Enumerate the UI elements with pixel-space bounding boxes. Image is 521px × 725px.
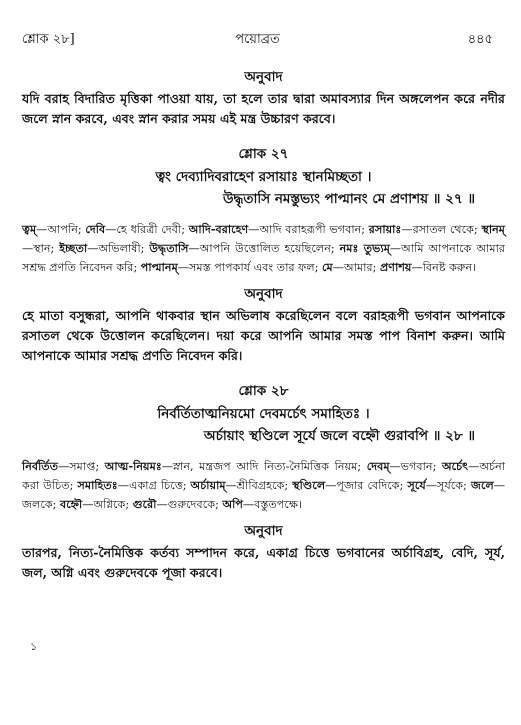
header-verse-ref: শ্লোক ২৮]: [22, 32, 75, 47]
translation-text: হে মাতা বসুন্ধরা, আপনি থাকবার স্থান অভিলাষ করেছিলেন বলে বরাহরূপী ভগবান আপনাকে রসাতল থেকে উত্তোলন করেছিলেন। দয়া করে আপনি আমার সমস্ত পাপ বিনাশ করুন। আমি আপনাকে আমার সশ্রদ্ধ প্রণতি নিবেদন করি।: [22, 308, 505, 363]
synonym-meaning: —আমার;: [332, 261, 380, 274]
synonym-term: প্রণাশয়: [379, 260, 412, 274]
synonym-term: ত্বম্: [22, 222, 37, 236]
synonym-meaning: —গুরুদেবকে;: [156, 498, 223, 511]
synonym-term: সমাহিতঃ: [77, 478, 118, 492]
synonym-meaning: —একাগ্র চিত্তে;: [117, 479, 191, 492]
synonym-meaning: —সমস্ত পাপকার্য এবং তার ফল;: [177, 261, 322, 274]
word-synonyms: [22, 457, 505, 514]
translation-heading: অনুবাদ: [244, 523, 283, 539]
running-header: [22, 30, 493, 50]
synonym-term: রসায়াঃ: [368, 222, 402, 236]
synonym-meaning: —আপনি উত্তোলিত হয়েছিলেন;: [188, 242, 340, 255]
synonym-term: অর্চায়াম্: [190, 478, 226, 492]
synonym-meaning: —স্নান, মন্ত্রজপ আদি নিত্য-নৈমিত্তিক নিয়ম;: [161, 460, 367, 473]
header-chapter-title: পয়োব্রত: [235, 32, 280, 47]
synonym-term: দেবি: [85, 222, 106, 236]
page-number: ৪৪৫: [467, 32, 493, 47]
synonym-term: বহ্নৌ: [60, 497, 83, 511]
translation-heading: অনুবাদ: [244, 286, 283, 302]
synonym-term: আদি-বরাহেণ: [188, 222, 249, 236]
synonym-term: সূর্যে: [407, 478, 426, 492]
synonym-term: জলে: [470, 478, 494, 492]
synonym-meaning: —অর্চনা করা উচিত;: [22, 460, 505, 492]
translation-text: যদি বরাহ বিদারিত মৃত্তিকা পাওয়া যায়, তা হলে তার দ্বারা অমাবস্যার দিন অঙ্গলেপন করে নদীর জলে স্নান করবে, এবং স্নান করার সময় এই মন্ত্র উচ্চারণ করবে।: [22, 91, 505, 126]
translation-text: তারপর, নিত্য-নৈমিত্তিক কর্তব্য সম্পাদন করে, একাগ্র চিত্তে ভগবানের অর্চাবিগ্রহ, বেদি, সূর্য, জল, অগ্নি এবং গুরুদেবকে পূজা করবে।: [22, 545, 505, 580]
verse-line: নির্বর্তিতাত্মনিয়মো দেবমর্চেৎ সমাহিতঃ ।: [157, 406, 370, 422]
verse-title: শ্লোক ২৮: [238, 383, 289, 399]
margin-mark: ১: [30, 640, 38, 653]
synonym-term: ইচ্ছতা: [59, 241, 88, 255]
synonym-meaning: —আমি আপনাকে আমার সশ্রদ্ধ প্রণতি নিবেদন করি;: [22, 242, 505, 274]
synonym-term: গুরৌ: [132, 497, 157, 511]
synonym-meaning: —রসাতল থেকে;: [401, 223, 482, 236]
verse-line: ত্বং দেব্যাদিবরাহেণ রসায়াঃ স্থানমিচ্ছতা ।: [155, 169, 372, 185]
synonym-meaning: —হে ধরিত্রী দেবী;: [105, 223, 189, 236]
synonym-term: নির্বর্তিত: [22, 459, 59, 473]
synonym-meaning: —আপনি;: [36, 223, 86, 236]
synonym-meaning: —শ্রীবিগ্রহকে;: [225, 479, 293, 492]
page-body: [22, 66, 505, 583]
synonym-term: পাপ্মানম্: [140, 260, 178, 274]
synonym-term: অর্চেৎ: [441, 459, 469, 473]
synonym-meaning: —পূজার বেদিকে;: [325, 479, 408, 492]
synonym-meaning: —বিনষ্ট করুন।: [411, 261, 477, 274]
word-synonyms: [22, 220, 505, 277]
verse-line: উদ্ধৃতাসি নমস্তুভ্যং পাপ্মানং মে প্রণাশয় ॥ ২৭ ॥: [222, 191, 475, 207]
synonym-meaning: —অভিলাষী;: [87, 242, 150, 255]
synonym-meaning: —ভগবান;: [389, 460, 442, 473]
synonym-term: স্থণ্ডিলে: [292, 478, 326, 492]
synonym-meaning: —জলকে;: [22, 479, 505, 511]
synonym-meaning: —স্থান;: [22, 242, 60, 255]
synonym-term: স্থানম্: [481, 222, 505, 236]
synonym-term: উদ্ধৃতাসি: [149, 241, 189, 255]
synonym-term: দেবম্: [366, 459, 390, 473]
synonym-meaning: —সমাপ্ত;: [58, 460, 105, 473]
synonym-term: আত্ম-নিয়মঃ: [104, 459, 162, 473]
verse-title: শ্লোক ২৭: [238, 146, 289, 162]
synonym-term: নমঃ তুভ্যম্: [339, 241, 390, 255]
synonym-meaning: —সূর্যকে;: [425, 479, 471, 492]
translation-heading: অনুবাদ: [244, 69, 283, 85]
synonym-meaning: —বস্তুতপক্ষে।: [242, 498, 302, 511]
synonym-meaning: —অগ্নিকে;: [82, 498, 133, 511]
synonym-term: অপি: [222, 497, 243, 511]
synonym-meaning: —আদি বরাহরূপী ভগবান;: [248, 223, 369, 236]
synonym-term: মে: [322, 260, 333, 274]
verse-line: অর্চায়াং স্থণ্ডিলে সূর্যে জলে বহ্নৌ গুরাবপি ॥ ২৮ ॥: [203, 428, 475, 444]
